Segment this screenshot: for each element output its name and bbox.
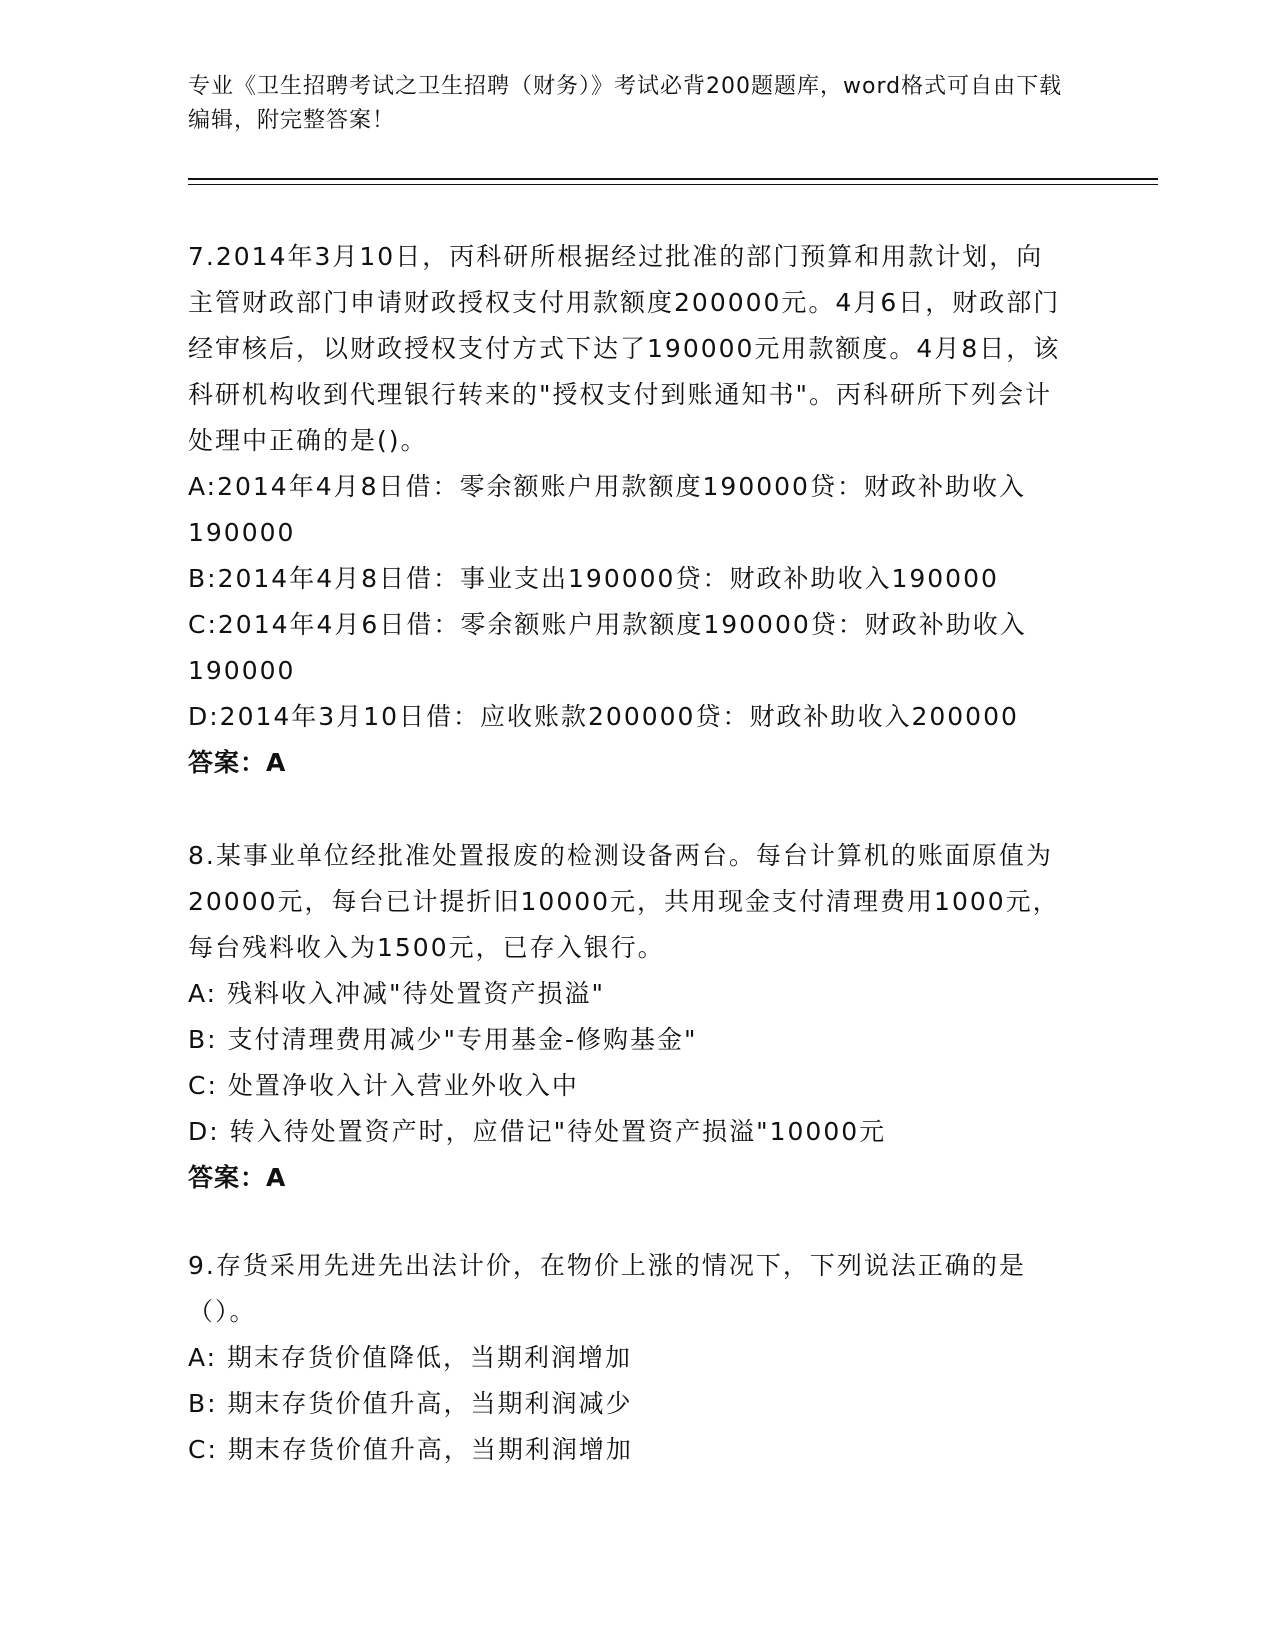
option-b: B: 期末存货价值升高，当期利润减少 [188, 1389, 633, 1418]
option-b: B: 支付清理费用减少"专用基金-修购基金" [188, 1025, 698, 1054]
answer-line [188, 1155, 1068, 1201]
question-7 [188, 234, 1068, 786]
header-divider [188, 178, 1158, 185]
question-stem: 8.某事业单位经批准处置报废的检测设备两台。每台计算机的账面原值为20000元，每台已计提折旧10000元，共用现金支付清理费用1000元，每台残料收入为1500元，已存入银行。 [188, 841, 1060, 962]
option-c: C: 期末存货价值升高，当期利润增加 [188, 1435, 633, 1464]
option-d: D: 转入待处置资产时，应借记"待处置资产损溢"10000元 [188, 1117, 887, 1146]
option-c: C: 处置净收入计入营业外收入中 [188, 1071, 579, 1100]
question-8 [188, 833, 1068, 1201]
answer-label: 答案： [188, 748, 267, 777]
option-d: D:2014年3月10日借：应收账款200000贷：财政补助收入200000 [188, 702, 1019, 731]
option-a: A: 残料收入冲减"待处置资产损溢" [188, 979, 606, 1008]
question-stem: 9.存货采用先进先出法计价，在物价上涨的情况下，下列说法正确的是（）。 [188, 1251, 1026, 1326]
option-b: B:2014年4月8日借：事业支出190000贷：财政补助收入190000 [188, 564, 999, 593]
option-a: A: 期末存货价值降低，当期利润增加 [188, 1343, 633, 1372]
option-a: A:2014年4月8日借：零余额账户用款额度190000贷：财政补助收入190000 [188, 472, 1026, 547]
question-9 [188, 1243, 1068, 1473]
answer-value: A [266, 748, 287, 777]
answer-value: A [266, 1163, 287, 1192]
option-c: C:2014年4月6日借：零余额账户用款额度190000贷：财政补助收入190000 [188, 610, 1027, 685]
answer-line [188, 740, 1068, 786]
document-header: 专业《卫生招聘考试之卫生招聘（财务）》考试必背200题题库，word格式可自由下载编辑，附完整答案！ [188, 74, 1063, 133]
answer-label: 答案： [188, 1163, 267, 1192]
question-stem: 7.2014年3月10日，丙科研所根据经过批准的部门预算和用款计划，向主管财政部门申请财政授权支付用款额度200000元。4月6日，财政部门经审核后，以财政授权支付方式下达了190000元用款额度。4月8日，该科研机构收到代理银行转来的"授权支付到账通知书"。丙科研所下列会计处理中正确的是()。 [188, 242, 1061, 455]
